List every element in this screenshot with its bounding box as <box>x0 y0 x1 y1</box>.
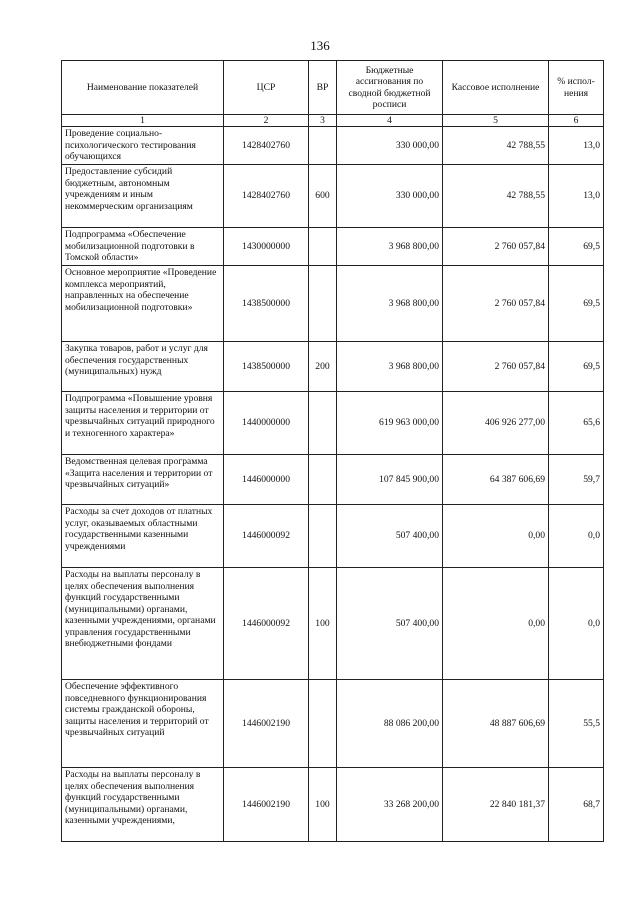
row-percent: 68,7 <box>549 768 604 842</box>
header-name: Наименование показателей <box>62 61 224 115</box>
row-percent: 59,7 <box>549 455 604 505</box>
header-percent: % испол-нения <box>549 61 604 115</box>
table-row <box>62 165 604 228</box>
table-row <box>62 342 604 392</box>
row-vr <box>309 127 337 165</box>
row-percent: 13,0 <box>549 127 604 165</box>
row-name: Расходы на выплаты персоналу в целях обеспечения выполнения функций государственными (муниципальными) органами, казенными учреждениями, органами управления государственными внебюджетными фондами <box>62 568 224 680</box>
row-csr: 1438500000 <box>224 342 309 392</box>
table-row <box>62 455 604 505</box>
row-name: Подпрограмма «Обеспечение мобилизационной подготовки в Томской области» <box>62 228 224 266</box>
row-budget: 330 000,00 <box>337 127 443 165</box>
column-number: 1 <box>62 115 224 127</box>
row-execution: 406 926 277,00 <box>443 392 549 455</box>
table-row <box>62 768 604 842</box>
row-name: Предоставление субсидий бюджетным, автономным учреждениям и иным некоммерческим организациям <box>62 165 224 228</box>
budget-table <box>61 60 604 842</box>
row-percent: 69,5 <box>549 342 604 392</box>
row-csr: 1446000092 <box>224 568 309 680</box>
row-budget: 3 968 800,00 <box>337 228 443 266</box>
row-name: Обеспечение эффективного повседневного функционирования системы гражданской обороны, защиты населения и территорий от чрезвычайных ситуаций <box>62 680 224 768</box>
column-number: 3 <box>309 115 337 127</box>
row-percent: 0,0 <box>549 505 604 568</box>
row-execution: 2 760 057,84 <box>443 266 549 342</box>
row-csr: 1446002190 <box>224 768 309 842</box>
table-row <box>62 680 604 768</box>
row-budget: 3 968 800,00 <box>337 266 443 342</box>
row-execution: 48 887 606,69 <box>443 680 549 768</box>
header-row <box>62 61 604 115</box>
row-execution: 42 788,55 <box>443 165 549 228</box>
row-vr: 100 <box>309 768 337 842</box>
row-execution: 42 788,55 <box>443 127 549 165</box>
row-budget: 33 268 200,00 <box>337 768 443 842</box>
row-vr: 200 <box>309 342 337 392</box>
header-budget: Бюджетные ассигнования по сводной бюджетной росписи <box>337 61 443 115</box>
row-execution: 0,00 <box>443 568 549 680</box>
row-execution: 2 760 057,84 <box>443 228 549 266</box>
row-percent: 0,0 <box>549 568 604 680</box>
row-csr: 1440000000 <box>224 392 309 455</box>
row-budget: 507 400,00 <box>337 505 443 568</box>
row-name: Подпрограмма «Повышение уровня защиты населения и территории от чрезвычайных ситуаций природного и техногенного характера» <box>62 392 224 455</box>
row-name: Проведение социально-психологического тестирования обучающихся <box>62 127 224 165</box>
table-row <box>62 127 604 165</box>
row-name: Расходы на выплаты персоналу в целях обеспечения выполнения функций государственными (муниципальными) органами, казенными учреждениями, <box>62 768 224 842</box>
table-row <box>62 568 604 680</box>
row-csr: 1428402760 <box>224 127 309 165</box>
row-name: Закупка товаров, работ и услуг для обеспечения государственных (муниципальных) нужд <box>62 342 224 392</box>
row-name: Ведомственная целевая программа «Защита населения и территории от чрезвычайных ситуаций» <box>62 455 224 505</box>
table-row <box>62 392 604 455</box>
row-budget: 330 000,00 <box>337 165 443 228</box>
row-budget: 619 963 000,00 <box>337 392 443 455</box>
column-number-row <box>62 115 604 127</box>
row-vr <box>309 228 337 266</box>
row-percent: 13,0 <box>549 165 604 228</box>
row-percent: 69,5 <box>549 228 604 266</box>
row-csr: 1438500000 <box>224 266 309 342</box>
row-vr <box>309 505 337 568</box>
row-percent: 69,5 <box>549 266 604 342</box>
row-execution: 0,00 <box>443 505 549 568</box>
row-name: Основное мероприятие «Проведение комплекса мероприятий, направленных на обеспечение мобилизационной подготовки» <box>62 266 224 342</box>
column-number: 4 <box>337 115 443 127</box>
row-budget: 3 968 800,00 <box>337 342 443 392</box>
row-vr <box>309 455 337 505</box>
row-vr <box>309 680 337 768</box>
row-csr: 1446000092 <box>224 505 309 568</box>
header-vr: ВР <box>309 61 337 115</box>
page-number: 136 <box>310 38 330 53</box>
row-budget: 507 400,00 <box>337 568 443 680</box>
header-csr: ЦСР <box>224 61 309 115</box>
header-execution: Кассовое исполнение <box>443 61 549 115</box>
row-vr: 600 <box>309 165 337 228</box>
row-budget: 107 845 900,00 <box>337 455 443 505</box>
row-csr: 1446000000 <box>224 455 309 505</box>
row-name: Расходы за счет доходов от платных услуг, оказываемых областными государственными казенными учреждениями <box>62 505 224 568</box>
column-number: 2 <box>224 115 309 127</box>
row-execution: 2 760 057,84 <box>443 342 549 392</box>
row-execution: 22 840 181,37 <box>443 768 549 842</box>
table-row <box>62 228 604 266</box>
row-execution: 64 387 606,69 <box>443 455 549 505</box>
table-row <box>62 505 604 568</box>
column-number: 6 <box>549 115 604 127</box>
row-csr: 1446002190 <box>224 680 309 768</box>
row-csr: 1428402760 <box>224 165 309 228</box>
row-vr <box>309 392 337 455</box>
row-vr <box>309 266 337 342</box>
row-csr: 1430000000 <box>224 228 309 266</box>
row-budget: 88 086 200,00 <box>337 680 443 768</box>
row-vr: 100 <box>309 568 337 680</box>
column-number: 5 <box>443 115 549 127</box>
row-percent: 55,5 <box>549 680 604 768</box>
table-row <box>62 266 604 342</box>
row-percent: 65,6 <box>549 392 604 455</box>
